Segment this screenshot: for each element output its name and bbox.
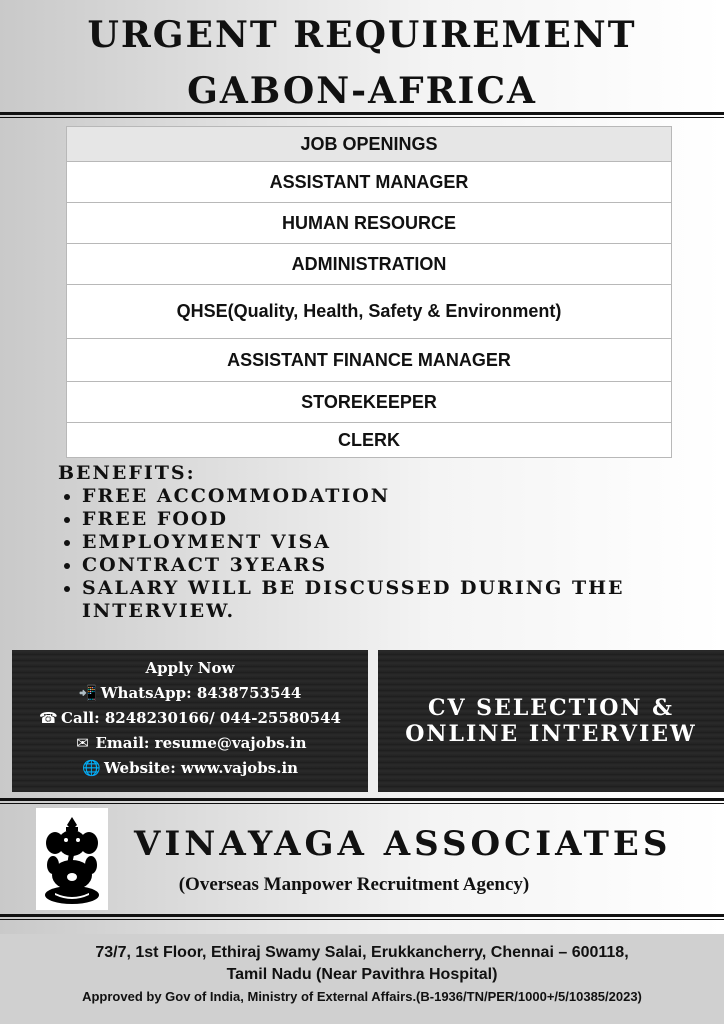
divider (0, 112, 724, 115)
telephone-icon: ☎ (39, 709, 58, 727)
call-text: Call: 8248230166/ 044-25580544 (61, 709, 341, 727)
job-item: HUMAN RESOURCE (67, 202, 671, 243)
approval-text: Approved by Gov of India, Ministry of External Affairs.(B-1936/TN/PER/1000+/5/10385/2023) (82, 989, 642, 1004)
benefit-item: • FREE FOOD (82, 508, 698, 531)
whatsapp-text: WhatsApp: 8438753544 (100, 684, 302, 702)
job-openings-heading: JOB OPENINGS (67, 127, 671, 161)
benefit-item: • CONTRACT 3YEARS (82, 554, 698, 577)
ganesha-logo (36, 808, 108, 910)
website-line[interactable] (12, 756, 368, 781)
divider (0, 914, 724, 917)
contact-panel (12, 650, 368, 792)
benefits-list (58, 485, 698, 623)
address-line-1: 73/7, 1st Floor, Ethiraj Swamy Salai, Erukkancherry, Chennai – 600118, (95, 944, 629, 961)
title-line-1: URGENT REQUIREMENT (87, 14, 637, 56)
benefit-item: • FREE ACCOMMODATION (82, 485, 698, 508)
whatsapp-line[interactable] (12, 681, 368, 706)
address-line-2: Tamil Nadu (Near Pavithra Hospital) (226, 966, 498, 983)
benefits-heading: BENEFITS: (58, 462, 196, 484)
agency-name: VINAYAGA ASSOCIATES (134, 824, 672, 864)
title-line-2: GABON-AFRICA (187, 70, 537, 112)
benefit-item: • SALARY WILL BE DISCUSSED DURING THE INTERVIEW. (82, 577, 698, 623)
website-text: Website: www.vajobs.in (103, 759, 299, 777)
call-line[interactable] (12, 706, 368, 731)
divider (0, 803, 724, 804)
envelope-icon: ✉ (76, 734, 89, 752)
phone-arrow-icon: 📲 (78, 684, 98, 702)
email-line[interactable] (12, 731, 368, 756)
benefit-item: • EMPLOYMENT VISA (82, 531, 698, 554)
job-openings-table (66, 126, 672, 458)
job-item: QHSE(Quality, Health, Safety & Environment) (67, 284, 671, 338)
job-item: STOREKEEPER (67, 381, 671, 422)
globe-icon: 🌐 (81, 759, 101, 777)
divider (0, 117, 724, 118)
online-interview-text: ONLINE INTERVIEW (405, 721, 697, 747)
agency-tagline: (Overseas Manpower Recruitment Agency) (178, 874, 530, 895)
job-item: ASSISTANT MANAGER (67, 161, 671, 202)
email-text: Email: resume@vajobs.in (95, 734, 307, 752)
selection-panel (378, 650, 724, 792)
benefits-section (58, 462, 698, 623)
job-item: ASSISTANT FINANCE MANAGER (67, 338, 671, 381)
divider (0, 919, 724, 920)
cv-selection-text: CV SELECTION & (427, 695, 675, 721)
apply-now-label: Apply Now (145, 659, 235, 677)
job-item: ADMINISTRATION (67, 243, 671, 284)
job-item: CLERK (67, 422, 671, 457)
footer (0, 934, 724, 1024)
divider (0, 798, 724, 801)
